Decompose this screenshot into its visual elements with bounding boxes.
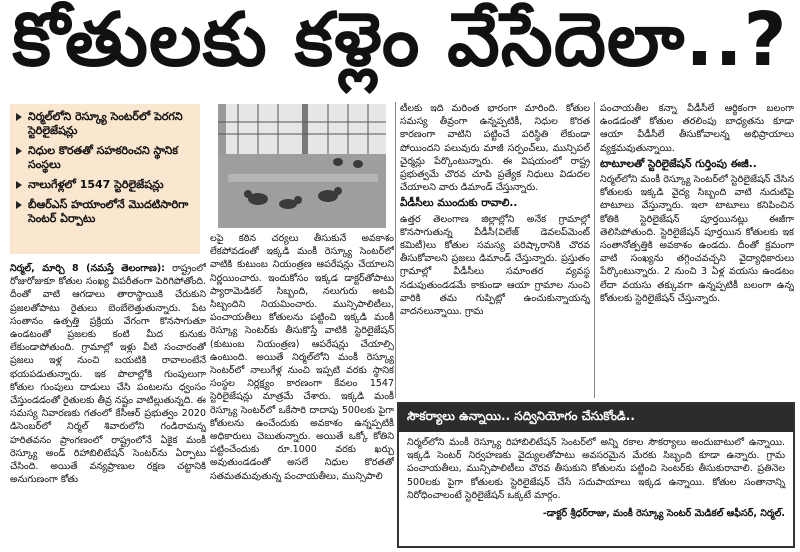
headline: కోతులకు కళ్లెం వేసేదెలా..?: [12, 0, 788, 83]
bullet-icon: [16, 147, 22, 155]
monkeys-photo-illustration: [218, 104, 386, 228]
article-text: రాష్ట్రంలో రోజురోజుకూ కోతుల సంఖ్య విపరీతంగా పెరిగిపోతోంది. దీంతో వాటి ఆగడాలు తారాస్థాయికి చేరుకుని ప్రజలతోపాటు రైతులు బెంబేలెత్తుతున్నారు. పేట సంతానం ఉత్పత్తి ప్రక్రియ వేగంగా కొనసాగుతూ ఉండటంతో ప్రజలకు కంటి మీద కునుకు లేకుండాపోతుంది. గ్రామాల్లో ఇళ్లు వీటి సంచారంతో ప్రజలు ఇళ్ల నుంచి బయటికి రావాలంటేనే భయపడుతున్నారు. ఇక పొలాల్లోకి గుంపులుగా కోతుల గుంపులు దాడులు చేసి పంటలను ధ్వంసం చేస్తుండడంతో రైతులకు తీవ్ర నష్టం వాటిల్లుతున్నది. ఈ సమస్య నివారణకు గతంలో కేసీఆర్ ప్రభుత్వం 2020 డిసెంబర్‌లో నిర్మల్ శివారులోని గండిరామన్న హరితవనం ప్రాంగణంలో రాష్ట్రంలోనే ఏకైక మంకీ రెస్క్యూ అండ్ రిహాబిలిటేషన్ సెంటర్‌ను ఏర్పాటు చేసింది. అయితే వన్యప్రాణుల రక్షణ చట్టానికి అనుగుణంగా కోతు: [10, 263, 206, 486]
dateline: నిర్మల్, మార్చి 8 (నమస్తే తెలంగాణ):: [10, 263, 165, 274]
section-subhead: వీడీసీలు ముందుకు రావాలి..: [400, 197, 518, 210]
highlight-item: బీఆర్ఎస్ హయాంలోనే మొదటిసారిగా సెంటర్ ఏర్పాటు: [16, 198, 194, 226]
article-text: లపై కఠిన చర్యలు తీసుకునే అవకాశం లేకపోవడంతో ఇక్కడి మంకీ రెస్క్యూ సెంటర్‌లో వాటికి కుటుంబ నియంత్రణ ఆపరేషన్లు చేయాలని నిర్ణయించారు. ఇందుకోసం ఇక్కడ డాక్టర్‌తోపాటు ప్యారామెడికల్ సిబ్బంది, నలుగురు అటవీ సిబ్బందిని నియమించారు. మున్సిపాలిటీలు, పంచాయతీలు కోతులను పట్టించి ఇక్కడి మంకీ రెస్క్యూ సెంటర్‌కు తీసుకొస్తే వాటికి స్టెరిలైజేషన్ (కుటుంబ నియంత్రణ) ఆపరేషన్లు చేయాల్సి ఉంటుంది. అయితే నిర్మల్‌లోని మంకీ రెస్క్యూ సెంటర్‌లో నాలుగేళ్ల నుంచి ఇప్పటి వరకు స్థానిక సంస్థల నిర్లక్ష్యం కారణంగా కేవలం 1547 స్టెరిలైజేషన్లు మాత్రమే చేశారు. ఇక్కడి మంకీ రెస్క్యూ సెంటర్‌లో ఒకేసారి దాదాపు 500లకు పైగా కోతులను ఉంచేందుకు అవకాశం ఉన్నప్పటికీ అధికారులు చెబుతున్నారు. అయితే ఒక్కో కోతిని పట్టించేందుకు రూ.1000 వరకు ఖర్చు అవుతుండడంతో అసలే నిధుల కొరతతో సతమతమవుతున్న పంచాయతీలు, మున్సిపాలి: [210, 233, 394, 482]
highlight-item: నాలుగేళ్లలో 1547 స్టెరిలైజేషన్లు: [16, 178, 194, 192]
monkeys-photo: [218, 104, 386, 228]
quote-box-title: సౌకర్యాలు ఉన్నాయి.. సద్వినియోగం చేసుకోండి..: [399, 404, 793, 432]
article-text: నిర్మల్‌లోని మంకీ రెస్క్యూ సెంటర్‌లో స్టెరిలైజేషన్ చేసిన కోతులకు ఇక్కడి వైద్య సిబ్బంది వాటి నుదుటిపై టాటూలు వేస్తున్నారు. ఇలా టాటూలు కనిపించిన కోతికి స్టెరిలైజేషన్ పూర్తయినట్లు ఈజీగా తెలిసిపోతుంది. స్టెరిలైజేషన్ పూర్తయిన కోతులకు ఇక సంతానోత్పత్తికి అవకాశం ఉండదు. దీంతో క్రమంగా వాటి సంఖ్యను తగ్గించవచ్చని వైద్యాధికారులు పేర్కొంటున్నారు. 2 నుంచి 3 ఏళ్ల వయసు ఉండటం లేదా వయసు తక్కువగా ఉన్నప్పటికీ బలంగా ఉన్న కోతులకు స్టెరిలైజేషన్ చేస్తున్నారు.: [600, 174, 794, 304]
column-divider: [395, 102, 396, 398]
article-text: పంచాయతీల కన్నా వీడీసీలే ఆర్థికంగా బలంగా ఉండడంతో కోతుల తరలింపు బాధ్యతను కూడా ఆయా వీడీసీలే తీసుకోవాలన్న అభిప్రాయాలు వ్యక్తమవుతున్నాయి.: [600, 103, 794, 154]
column-divider: [594, 102, 595, 398]
article-text: టీలకు ఇది మరింత భారంగా మారింది. కోతుల సమస్య తీవ్రంగా ఉన్నప్పటికీ, నిధుల కొరత కారణంగా వాటిని పట్టించే పరిస్థితి లేకుండా పోయిందని పలువురు మాజీ సర్పంచ్‌లు, మున్సిపల్ చైర్మన్లు పేర్కొంటున్నారు. ఈ విషయంలో రాష్ట్ర ప్రభుత్వమే చొరవ చూపి ప్రత్యేక నిధులు విడుదల చేయాలని వారు డిమాండ్ చేస్తున్నారు.: [400, 103, 590, 194]
quote-box-text: నిర్మల్‌లోని మంకీ రెస్క్యూ రిహాబిలిటేషన్ సెంటర్‌లో అన్ని రకాల సౌకర్యాలు అందుబాటులో ఉన్నాయి. ఇక్కడి సెంటర్ నిర్వహణకు వైద్యులతోపాటు అవసరమైన మేరకు సిబ్బంది కూడా ఉన్నారు. గ్రామ పంచాయతీలు, మున్సిపాలిటీలు చొరవ తీసుకుని కోతులను పట్టించి సెంటర్‌కు తీసుకురావాలి. ప్రతినెల 500లకు పైగా కోతులకు స్టెరిలైజేషన్ చేసే సదుపాయాలు ఇక్కడ ఉన్నాయి. కోతుల సంతానాన్ని నిరోధించాలంటే స్టెరిలైజేషన్ ఒక్కటే మార్గం.: [407, 437, 785, 501]
highlights-box: [10, 104, 200, 254]
highlight-item: నిధుల కొరతతో సహకరించని స్థానిక సంస్థలు: [16, 144, 194, 172]
bullet-icon: [16, 181, 22, 189]
article-column-2: [210, 232, 394, 552]
quote-box: [397, 402, 795, 548]
section-subhead: టాటూలతో స్టెరిలైజేషన్ గుర్తింపు ఈజీ..: [600, 157, 757, 170]
quote-signature: -డాక్టర్ శ్రీధర్‌రాజు, మంకీ రెస్క్యూ సెంటర్ మెడికల్ ఆఫీసర్, నిర్మల్.: [542, 508, 785, 520]
article-column-3: [400, 102, 590, 398]
article-column-4: [600, 102, 794, 398]
bullet-icon: [16, 201, 22, 209]
article-column-1: [10, 262, 206, 552]
bullet-icon: [16, 113, 22, 121]
article-text: ఉత్తర తెలంగాణ జిల్లాల్లోని అనేక గ్రామాల్లో కొనసాగుతున్న వీడీసీ(విలేజ్ డెవలప్‌మెంట్ కమిటీ)లు కోతుల సమస్య పరిష్కారానికి చొరవ తీసుకోవాలని ప్రజలు డిమాండ్ చేస్తున్నారు. ప్రస్తుతం గ్రామాల్లో వీడీసీలు సమాంతర వ్యవస్థ నడుపుతుండడమే కాకుండా ఆయా గ్రామాల నుంచి వారికి తమ గుప్పిట్లో ఉంచుకున్నాయన్న వాదనలున్నాయి. గ్రామ: [400, 213, 590, 318]
highlight-item: నిర్మల్‌లోని రెస్క్యూ సెంటర్‌లో పెరగని స్టెరిలైజేషన్లు: [16, 110, 194, 138]
